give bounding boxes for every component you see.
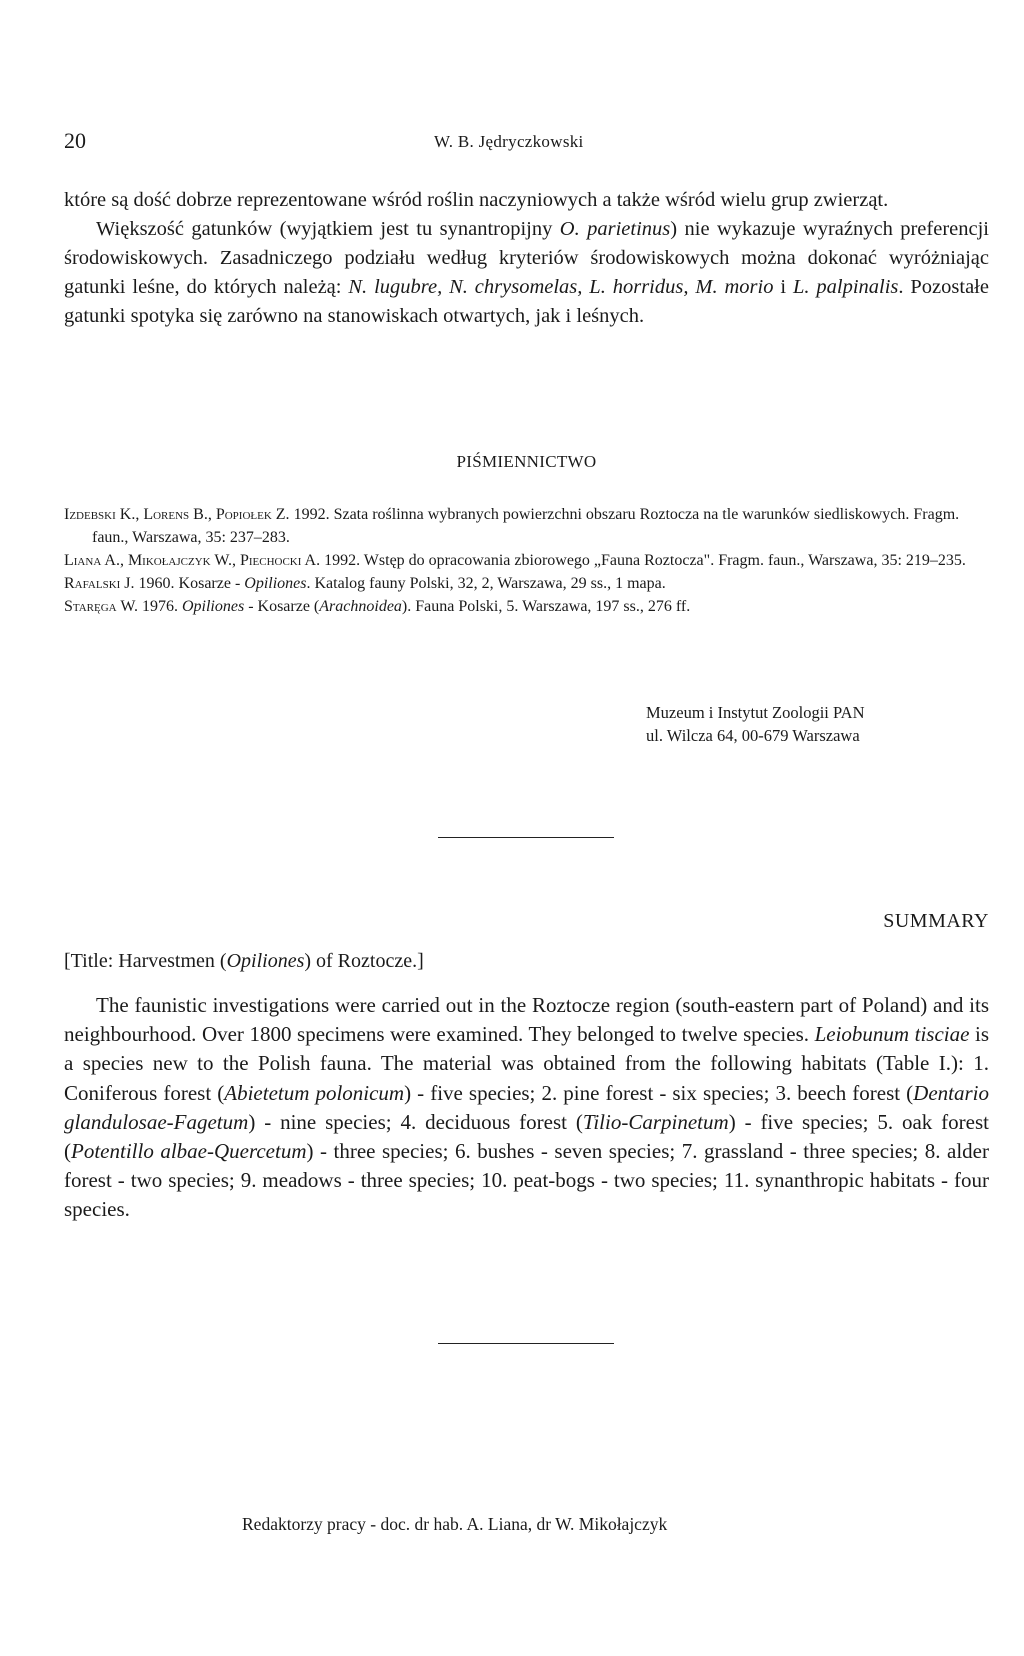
reference-item: Rafalski J. 1960. Kosarze - Opiliones. Katalog fauny Polski, 32, 2, Warszawa, 29 ss., 1 mapa. (64, 575, 666, 592)
summary-paragraph: The faunistic investigations were carried out in the Roztocze region (south-eastern part of Poland) and its neighbourhood. Over 1800 specimens were examined. They belonged to twelve species. Leiobunum tisciae is a species new to the Polish fauna. The material was obtained from the following habitats (Table I.): 1. Coniferous forest (Abietetum polonicum) - five species; 2. pine forest - six species; 3. beech forest (Dentario glandulosae-Fagetum) - nine species; 4. deciduous forest (Tilio-Carpinetum) - five species; 5. oak forest (Potentillo albae-Quercetum) - three species; 6. bushes - seven species; 7. grassland - three species; 8. alder forest - two species; 9. meadows - three species; 10. peat-bogs - two species; 11. synanthropic habitats - four species. (64, 993, 989, 1222)
body-text (64, 186, 989, 331)
bibliography-heading: PIŚMIENNICTWO (456, 452, 597, 471)
reference-item: Izdebski K., Lorens B., Popiołek Z. 1992. Szata roślinna wybranych powierzchni obszaru Roztocza na tle warunków siedliskowych. Fragm. faun., Warszawa, 35: 237–283. (64, 506, 960, 546)
paragraph-1: które są dość dobrze reprezentowane wśród roślin naczyniowych a także wśród wielu grup zwierząt. (64, 189, 889, 211)
summary-text (64, 991, 989, 1225)
author-affiliation: Muzeum i Instytut Zoologii PAN ul. Wilcza 64, 00-679 Warszawa (646, 703, 865, 745)
section-divider (438, 1343, 614, 1344)
running-head: W. B. Jędryczkowski (434, 132, 584, 151)
forest-species-list: N. lugubre, N. chrysomelas, L. horridus, M. morio (348, 276, 774, 298)
bibliography-list (64, 503, 989, 618)
page (64, 0, 989, 1656)
reference-item: Staręga W. 1976. Opiliones - Kosarze (Arachnoidea). Fauna Polski, 5. Warszawa, 197 ss., 276 ff. (64, 598, 691, 615)
paragraph-2: Większość gatunków (wyjątkiem jest tu synantropijny O. parietinus) nie wykazuje wyraźnych preferencji środowiskowych. Zasadniczego podziału według kryteriów środowiskowych można dokonać wyróżniając gatunki leśne, do których należą: N. lugubre, N. chrysomelas, L. horridus, M. morio i L. palpinalis. Pozostałe gatunki spotyka się zarówno na stanowiskach otwartych, jak i leśnych. (64, 218, 989, 327)
summary-title: [Title: Harvestmen (Opiliones) of Roztocze.] (64, 950, 424, 972)
section-divider (438, 837, 614, 838)
page-number: 20 (64, 128, 86, 153)
reference-item: Liana A., Mikołajczyk W., Piechocki A. 1992. Wstęp do opracowania zbiorowego „Fauna Roztocza". Fragm. faun., Warszawa, 35: 219–235. (64, 552, 966, 569)
summary-heading: SUMMARY (883, 910, 989, 932)
page-header (64, 128, 989, 158)
editors-note: Redaktorzy pracy - doc. dr hab. A. Liana, dr W. Mikołajczyk (242, 1514, 668, 1534)
